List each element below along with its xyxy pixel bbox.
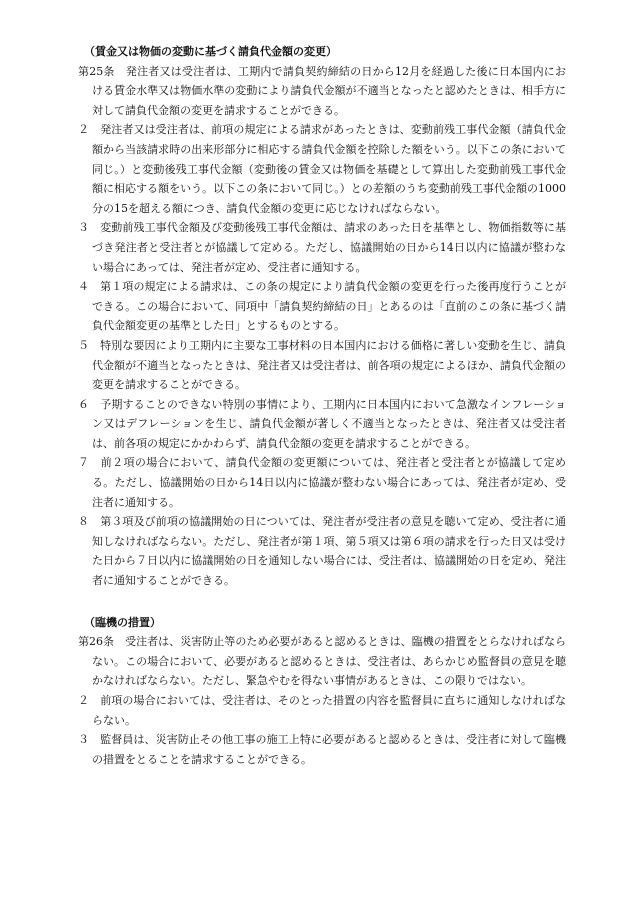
paragraph-text: 特別な要因により工期内に主要な工事材料の日本国内における価格に著しい変動を生じ、請負代金額が不適当となったときは、発注者又は受注者は、前各項の規定によるほか、請負代金額の変更を請求することができる。 <box>89 338 566 392</box>
article-25-paragraph-2 <box>78 120 566 218</box>
section-heading: （賃金又は物価の変動に基づく請負代金額の変更） <box>84 45 337 58</box>
article-25-paragraph-7 <box>78 453 566 512</box>
article-25-paragraph-4 <box>78 277 566 336</box>
section-emergency-measures <box>78 613 566 770</box>
article-26-paragraph-2 <box>78 691 566 730</box>
paragraph-text: 前２項の場合において、請負代金額の変更額については、発注者と受注者とが協議して定める。ただし、協議開始の日から14日以内に協議が整わない場合にあっては、発注者が定め、受注者に通知する。 <box>89 456 567 509</box>
paragraph-number: ３ <box>78 733 90 747</box>
article-26-paragraph-1 <box>78 632 566 691</box>
paragraph-text: 第１項の規定による請求は、この条の規定により請負代金額の変更を行った後再度行うことができる。この場合において、同項中「請負契約締結の日」とあるのは「直前のこの条に基づく請負代金額変更の基準とした日」とするものとする。 <box>89 280 566 333</box>
article-25-paragraph-5 <box>78 336 566 395</box>
article-number: 第25条 <box>78 64 115 78</box>
paragraph-number: ７ <box>78 456 90 470</box>
paragraph-text: 発注者又は受注者は、工期内で請負契約締結の日から12月を経過した後に日本国内における賃金水準又は物価水準の変動により請負代金額が不適当となったと認めたときは、相手方に対して請負代金額の変更を請求することができる。 <box>92 64 566 117</box>
paragraph-number: ４ <box>78 280 90 294</box>
article-25-paragraph-6 <box>78 395 566 454</box>
paragraph-text: 前項の場合においては、受注者は、そのとった措置の内容を監督員に直ちに通知しなければならない。 <box>89 694 567 727</box>
article-25-paragraph-3 <box>78 218 566 277</box>
article-number: 第26条 <box>78 635 115 649</box>
paragraph-text: 変動前残工事代金額及び変動後残工事代金額は、請求のあった日を基準とし、物価指数等に基づき発注者と受注者とが協議して定める。ただし、協議開始の日から14日以内に協議が整わない場合にあっては、発注者が定め、受注者に通知する。 <box>89 221 567 274</box>
paragraph-text: 予期することのできない特別の事情により、工期内に日本国内において急激なインフレーション又はデフレーションを生じ、請負代金額が著しく不適当となったときは、発注者又は受注者は、前各項の規定にかかわらず、請負代金額の変更を請求することができる。 <box>89 397 567 450</box>
paragraph-number: ２ <box>78 694 90 707</box>
section-wage-price-change <box>78 42 566 591</box>
paragraph-number: ６ <box>78 397 90 411</box>
paragraph-number: ２ <box>78 123 90 137</box>
article-25-paragraph-1 <box>78 62 566 121</box>
paragraph-number: ８ <box>78 515 90 529</box>
article-26-paragraph-3 <box>78 730 566 769</box>
paragraph-text: 受注者は、災害防止等のため必要があると認めるときは、臨機の措置をとらなければならない。この場合において、必要があると認めるときは、受注者は、あらかじめ監督員の意見を聴かなければならない。ただし、緊急やむを得ない事情があるときは、この限りではない。 <box>92 635 567 688</box>
paragraph-text: 監督員は、災害防止その他工事の施工上特に必要があると認めるときは、受注者に対して臨機の措置をとることを請求することができる。 <box>89 733 566 766</box>
section-spacer <box>78 591 566 613</box>
section-heading: （臨機の措置） <box>84 615 161 629</box>
paragraph-text: 発注者又は受注者は、前項の規定による請求があったときは、変動前残工事代金額（請負代金額から当該請求時の出来形部分に相応する請負代金額を控除した額をいう。以下この条において同じ。）と変動後残工事代金額（変動後の賃金又は物価を基礎として算出した変動前残工事代金額に相応する額をいう。以下この条において同じ。）との差額のうち変動前残工事代金額の1000分の15を超える額につき、請負代金額の変更に応じなければならない。 <box>89 123 567 215</box>
paragraph-text: 第３項及び前項の協議開始の日については、発注者が受注者の意見を聴いて定め、受注者に通知しなければならない。ただし、発注者が第１項、第５項又は第６項の請求を行った日又は受けた日から７日以内に協議開始の日を通知しない場合には、受注者は、協議開始の日を定め、発注者に通知することができる。 <box>89 515 566 588</box>
paragraph-number: ５ <box>78 338 90 352</box>
article-25-paragraph-8 <box>78 512 566 590</box>
paragraph-number: ３ <box>78 221 90 235</box>
